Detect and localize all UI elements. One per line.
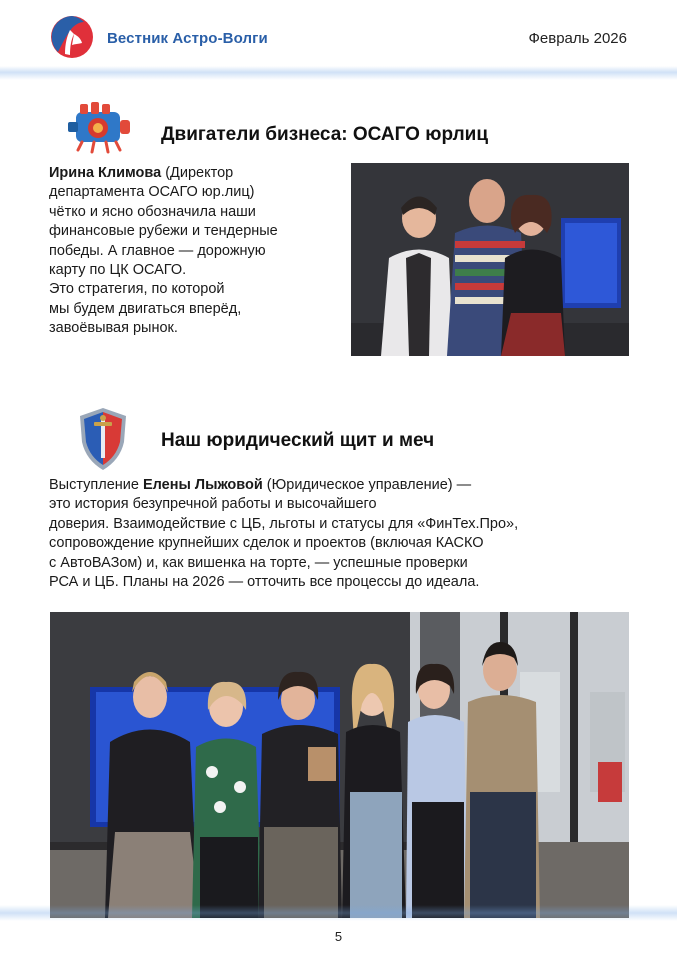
section-text-legal <box>49 476 649 592</box>
section-text-osago <box>49 164 344 339</box>
issue-date: Февраль 2026 <box>528 30 627 47</box>
shield-sword-icon <box>76 406 130 472</box>
page-number: 5 <box>334 929 343 944</box>
footer-divider <box>0 905 677 921</box>
text-line: карту по ЦК ОСАГО. <box>49 262 187 279</box>
text-line: завоёвывая рынок. <box>49 320 178 337</box>
text-line: доверия. Взаимодействие с ЦБ, льготы и статусы для «ФинТех.Про», <box>49 515 519 532</box>
text-line: Ирина Климова (Директор <box>49 165 234 181</box>
page-header <box>0 0 677 78</box>
text-line: с АвтоВАЗом) и, как вишенка на торте, — успешные проверки <box>49 554 468 571</box>
text-line: сопровождение крупнейших сделок и проектов (включая КАСКО <box>49 535 484 552</box>
astro-volga-logo-icon <box>48 14 96 60</box>
text-line: Это стратегия, по которой <box>49 281 225 298</box>
text-line: победы. А главное — дорожную <box>49 242 266 259</box>
header-divider <box>0 66 677 80</box>
text-line: Выступление Елены Лыжовой (Юридическое управление) — <box>49 477 472 493</box>
text-line: чётко и ясно обозначила наши <box>49 203 256 220</box>
engine-icon <box>66 96 136 156</box>
section-title-osago: Двигатели бизнеса: ОСАГО юрлиц <box>161 124 489 145</box>
newsletter-title: Вестник Астро-Волги <box>107 30 268 47</box>
text-line: РСА и ЦБ. Планы на 2026 — отточить все процессы до идеала. <box>49 574 480 591</box>
section-title-legal: Наш юридический щит и меч <box>161 430 435 451</box>
photo-legal-team <box>50 612 629 918</box>
text-line: финансовые рубежи и тендерные <box>49 223 278 240</box>
text-line: департамента ОСАГО юр.лиц) <box>49 184 255 201</box>
text-line: мы будем двигаться вперёд, <box>49 300 242 317</box>
photo-osago-team <box>351 163 629 356</box>
text-line: это история безупречной работы и высочайшего <box>49 496 377 513</box>
